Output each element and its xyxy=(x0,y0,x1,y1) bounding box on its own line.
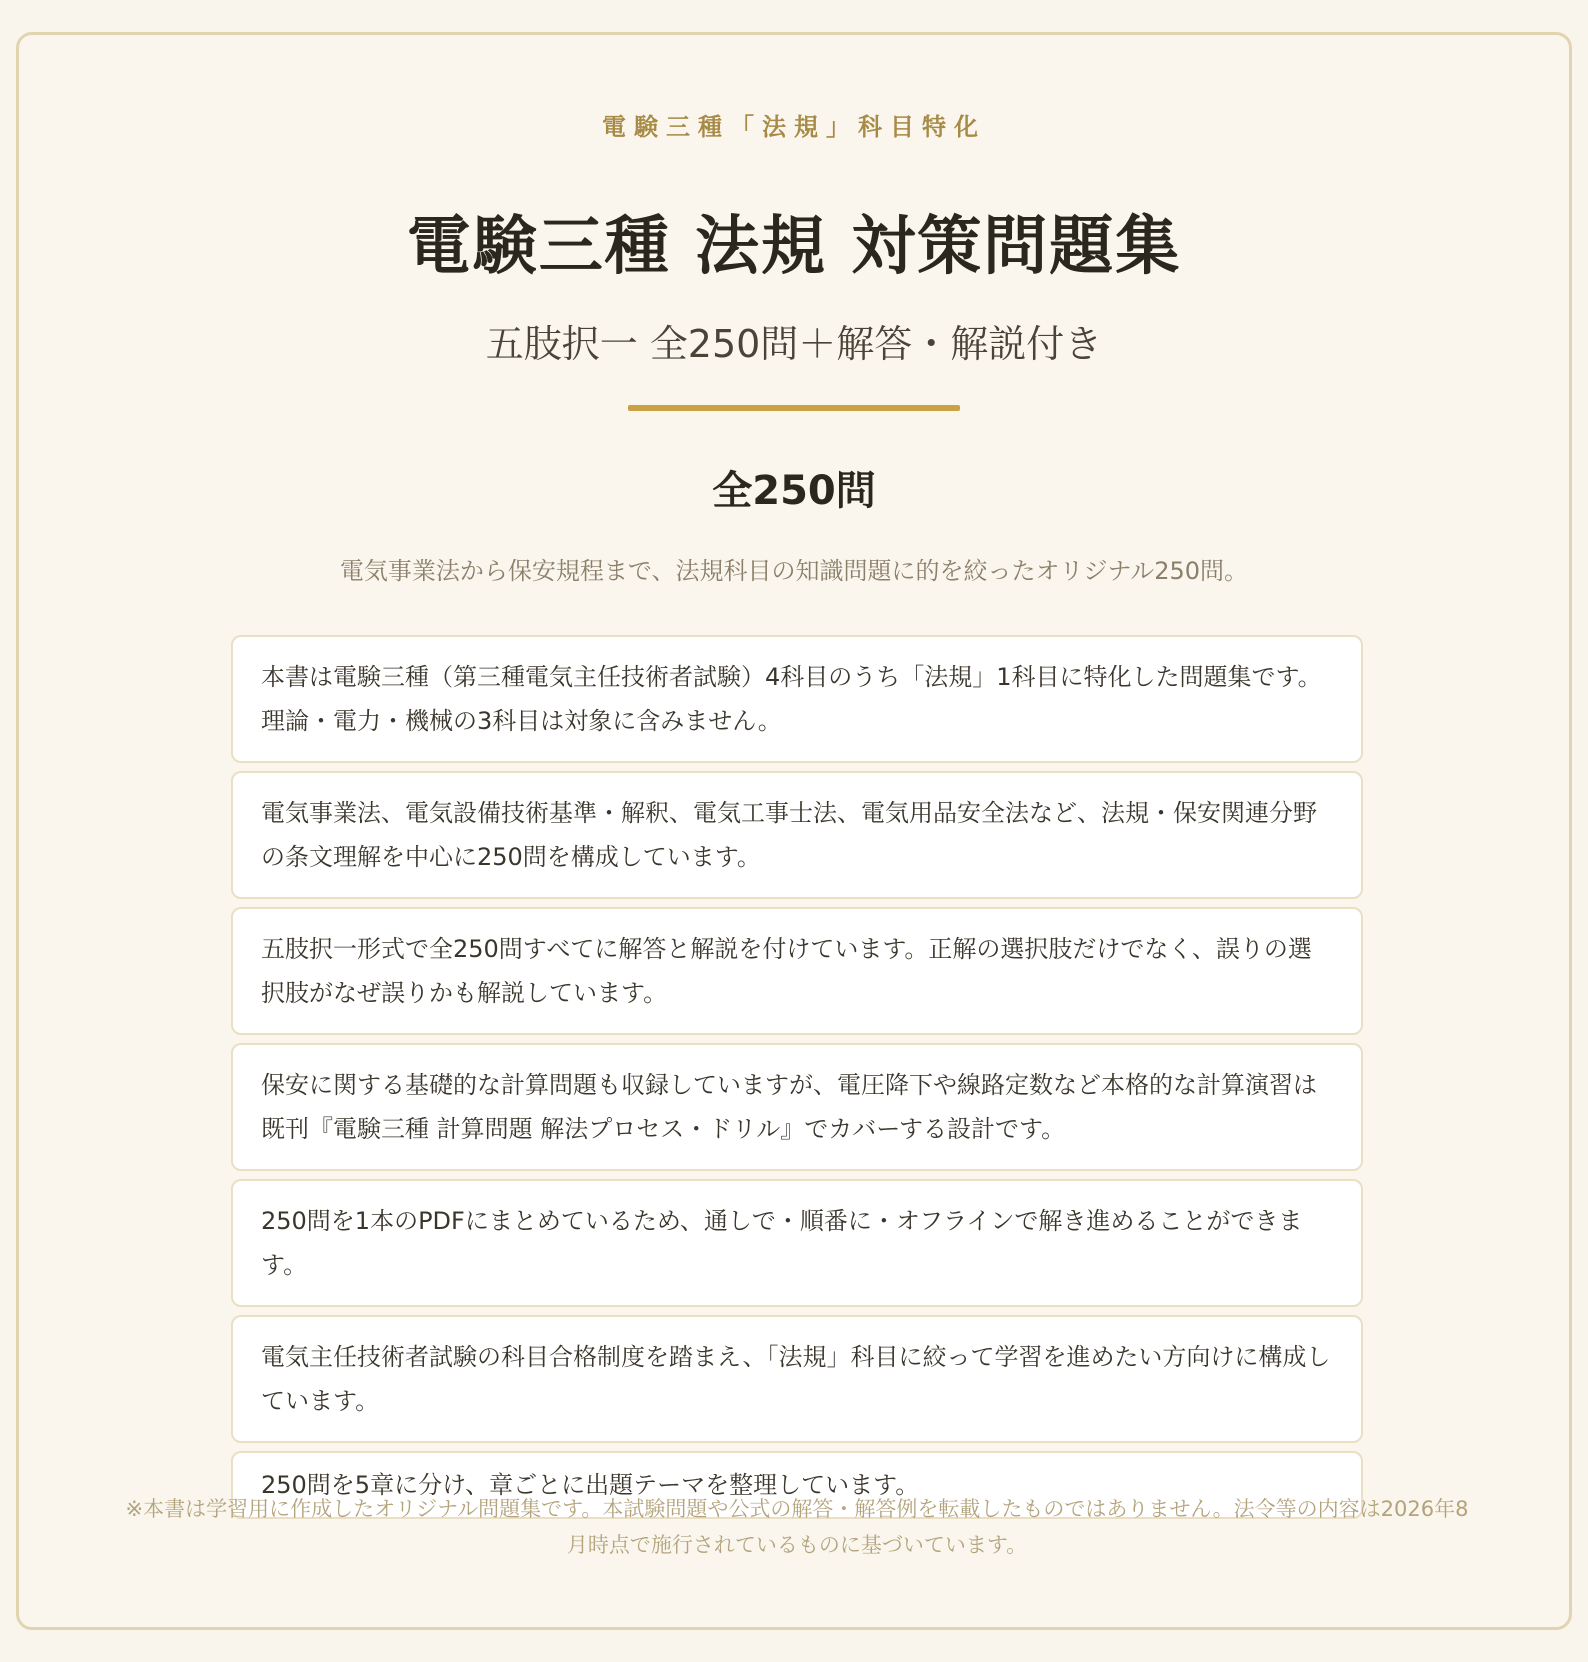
feature-item: 保安に関する基礎的な計算問題も収録していますが、電圧降下や線路定数など本格的な計算演習は既刊『電験三種 計算問題 解法プロセス・ドリル』でカバーする設計です。 xyxy=(231,1043,1363,1171)
question-count: 全250問 xyxy=(712,468,876,514)
disclaimer-note: ※本書は学習用に作成したオリジナル問題集です。本試験問題や公式の解答・解答例を転載したものではありません。法令等の内容は2026年8月時点で施行されているものに基づいています。 xyxy=(125,1497,1469,1557)
feature-list xyxy=(231,635,1363,1527)
subtitle: 五肢択一 全250問＋解答・解説付き xyxy=(485,322,1103,366)
feature-item: 250問を1本のPDFにまとめているため、通しで・順番に・オフラインで解き進めることができます。 xyxy=(231,1179,1363,1307)
feature-item: 五肢択一形式で全250問すべてに解答と解説を付けています。正解の選択肢だけでなく、誤りの選択肢がなぜ誤りかも解説しています。 xyxy=(231,907,1363,1035)
feature-item: 電気事業法、電気設備技術基準・解釈、電気工事士法、電気用品安全法など、法規・保安関連分野の条文理解を中心に250問を構成しています。 xyxy=(231,771,1363,899)
page-title: 電験三種 法規 対策問題集 xyxy=(406,210,1182,284)
feature-item: 250問を5章に分け、章ごとに出題テーマを整理しています。 xyxy=(231,1451,1363,1519)
eyebrow-label: 電験三種「法規」科目特化 xyxy=(602,113,986,141)
lead-text: 電気事業法から保安規程まで、法規科目の知識問題に的を絞ったオリジナル250問。 xyxy=(339,557,1249,585)
accent-divider xyxy=(628,405,960,411)
feature-item: 本書は電験三種（第三種電気主任技術者試験）4科目のうち「法規」1科目に特化した問題集です。理論・電力・機械の3科目は対象に含みません。 xyxy=(231,635,1363,763)
feature-item: 電気主任技術者試験の科目合格制度を踏まえ、「法規」科目に絞って学習を進めたい方向けに構成しています。 xyxy=(231,1315,1363,1443)
product-card xyxy=(16,32,1572,1630)
